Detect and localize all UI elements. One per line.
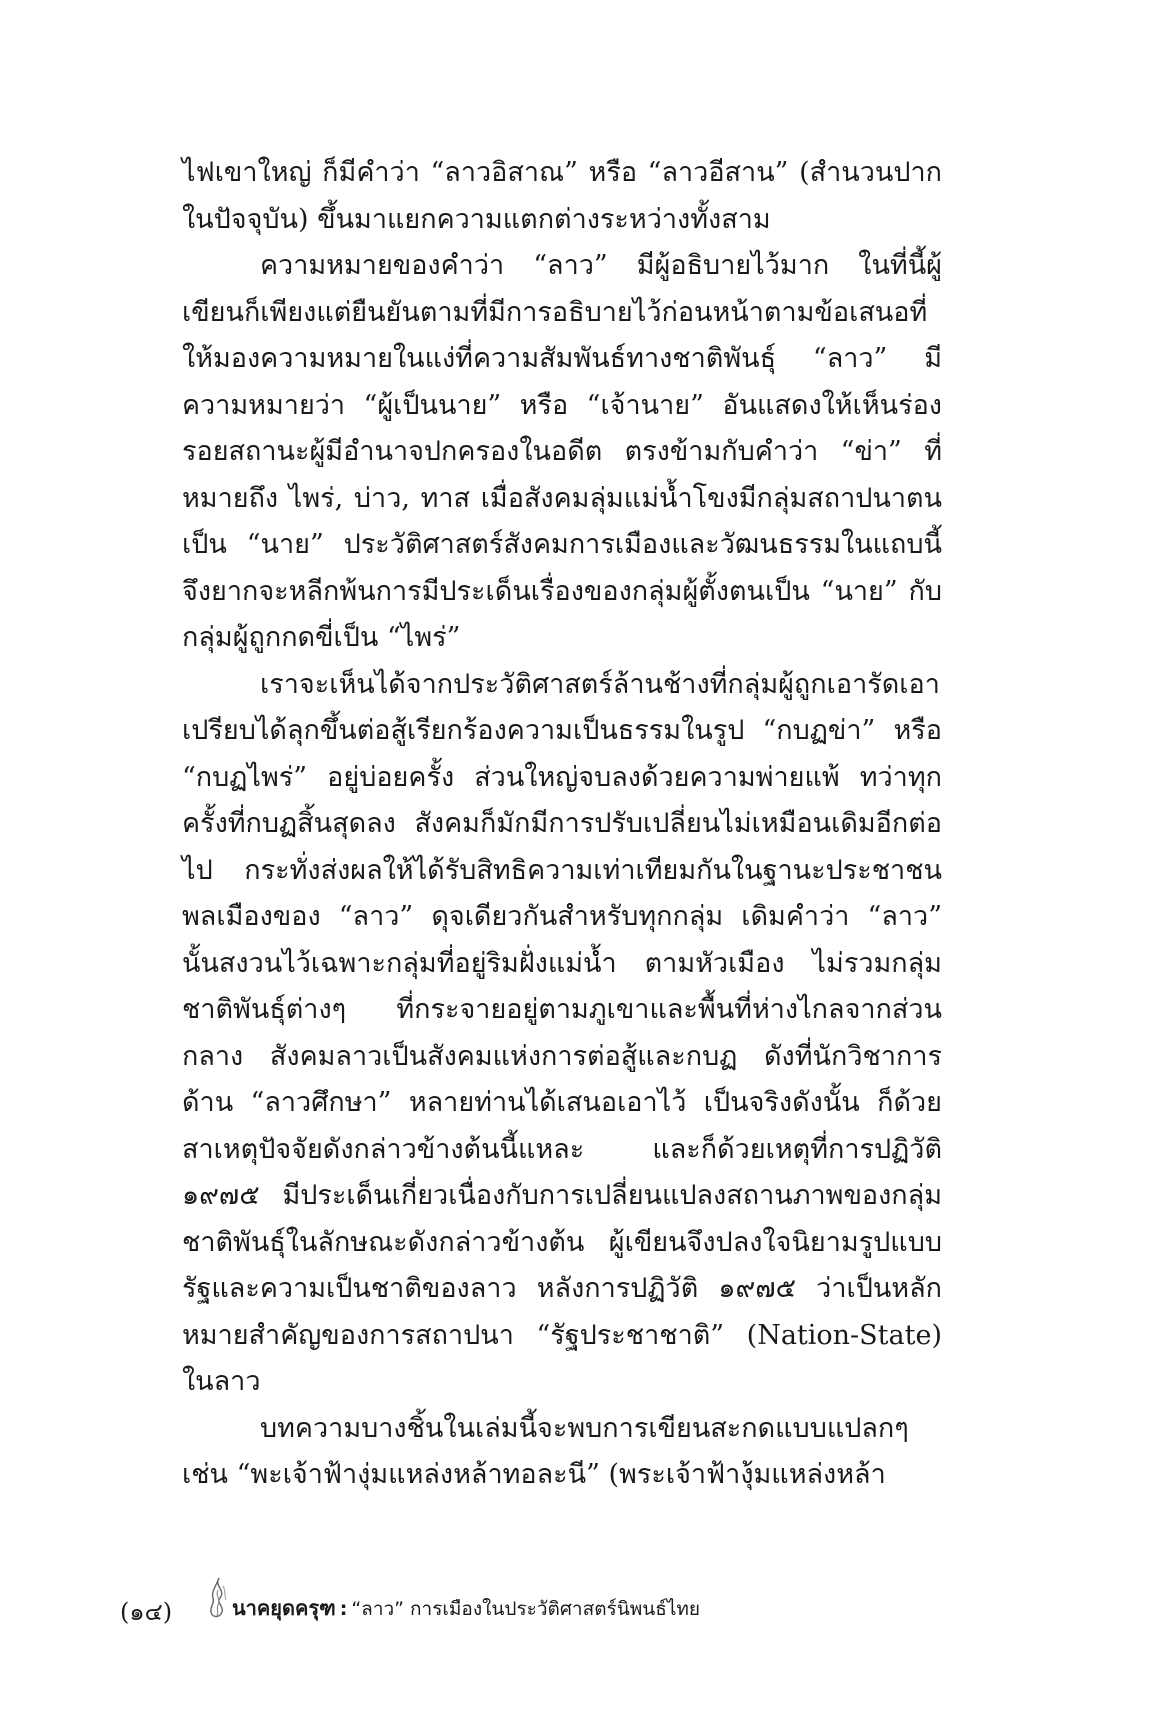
page-number: (๑๔) xyxy=(120,1598,173,1626)
book-subtitle: “ลาว” การเมืองในประวัติศาสตร์นิพนธ์ไทย xyxy=(351,1598,701,1620)
paragraph-2: ความหมายของคำว่า “ลาว” มีผู้อธิบายไว้มาก ในที่นี้ผู้เขียนก็เพียงแต่ยืนยันตามที่มีการอธิบายไว้ก่อนหน้าตามข้อเสนอที่ให้มองความหมายในแง่ที่ความสัมพันธ์ทางชาติพันธุ์ “ลาว” มีความหมายว่า “ผู้เป็นนาย” หรือ “เจ้านาย” อันแสดงให้เห็นร่องรอยสถานะผู้มีอำนาจปกครองในอดีต ตรงข้ามกับคำว่า “ข่า” ที่หมายถึง ไพร่, บ่าว, ทาส เมื่อสังคมลุ่มแม่น้ำโขงมีกลุ่มสถาปนาตนเป็น “นาย” ประวัติศาสตร์สังคมการเมืองและวัฒนธรรมในแถบนี้จึงยากจะหลีกพ้นการมีประเด็นเรื่องของกลุ่มผู้ตั้งตนเป็น “นาย” กับกลุ่มผู้ถูกกดขี่เป็น “ไพร่” xyxy=(182,250,942,653)
flame-icon xyxy=(202,1576,236,1624)
running-head xyxy=(232,1592,700,1624)
book-title: นาคยุดครุฑ xyxy=(232,1596,336,1620)
body-text xyxy=(182,150,942,1499)
page-footer xyxy=(120,1576,940,1636)
paragraph-3: เราจะเห็นได้จากประวัติศาสตร์ล้านช้างที่กลุ่มผู้ถูกเอารัดเอาเปรียบได้ลุกขึ้นต่อสู้เรียกร้องความเป็นธรรมในรูป “กบฏข่า” หรือ “กบฏไพร่” อยู่บ่อยครั้ง ส่วนใหญ่จบลงด้วยความพ่ายแพ้ ทว่าทุกครั้งที่กบฏสิ้นสุดลง สังคมก็มักมีการปรับเปลี่ยนไม่เหมือนเดิมอีกต่อไป กระทั่งส่งผลให้ได้รับสิทธิความเท่าเทียมกันในฐานะประชาชนพลเมืองของ “ลาว” ดุจเดียวกันสำหรับทุกกลุ่ม เดิมคำว่า “ลาว” นั้นสงวนไว้เฉพาะกลุ่มที่อยู่ริมฝั่งแม่น้ำ ตามหัวเมือง ไม่รวมกลุ่มชาติพันธุ์ต่างๆ ที่กระจายอยู่ตามภูเขาและพื้นที่ห่างไกลจากส่วนกลาง สังคมลาวเป็นสังคมแห่งการต่อสู้และกบฏ ดังที่นักวิชาการด้าน “ลาวศึกษา” หลายท่านได้เสนอเอาไว้ เป็นจริงดังนั้น ก็ด้วยสาเหตุปัจจัยดังกล่าวข้างต้นนี้แหละ และก็ด้วยเหตุที่การปฏิวัติ ๑๙๗๕ มีประเด็นเกี่ยวเนื่องกับการเปลี่ยนแปลงสถานภาพของกลุ่มชาติพันธุ์ในลักษณะดังกล่าวข้างต้น ผู้เขียนจึงปลงใจนิยามรูปแบบรัฐและความเป็นชาติของลาว หลังการปฏิวัติ ๑๙๗๕ ว่าเป็นหลักหมายสำคัญของการสถาปนา “รัฐประชาชาติ” (Nation-State) ในลาว xyxy=(182,668,942,1397)
paragraph-4: บทความบางชิ้นในเล่มนี้จะพบการเขียนสะกดแบบแปลกๆ เช่น “พะเจ้าฟ้างุ่มแหล่งหล้าทอละนี” (พระเจ้าฟ้างุ้มแหล่งหล้า xyxy=(182,1412,909,1490)
paragraph-1: ไฟเขาใหญ่ ก็มีคำว่า “ลาวอิสาณ” หรือ “ลาวอีสาน” (สำนวนปากในปัจจุบัน) ขึ้นมาแยกความแตกต่างระหว่างทั้งสาม xyxy=(182,157,942,235)
title-separator: : xyxy=(339,1598,348,1620)
